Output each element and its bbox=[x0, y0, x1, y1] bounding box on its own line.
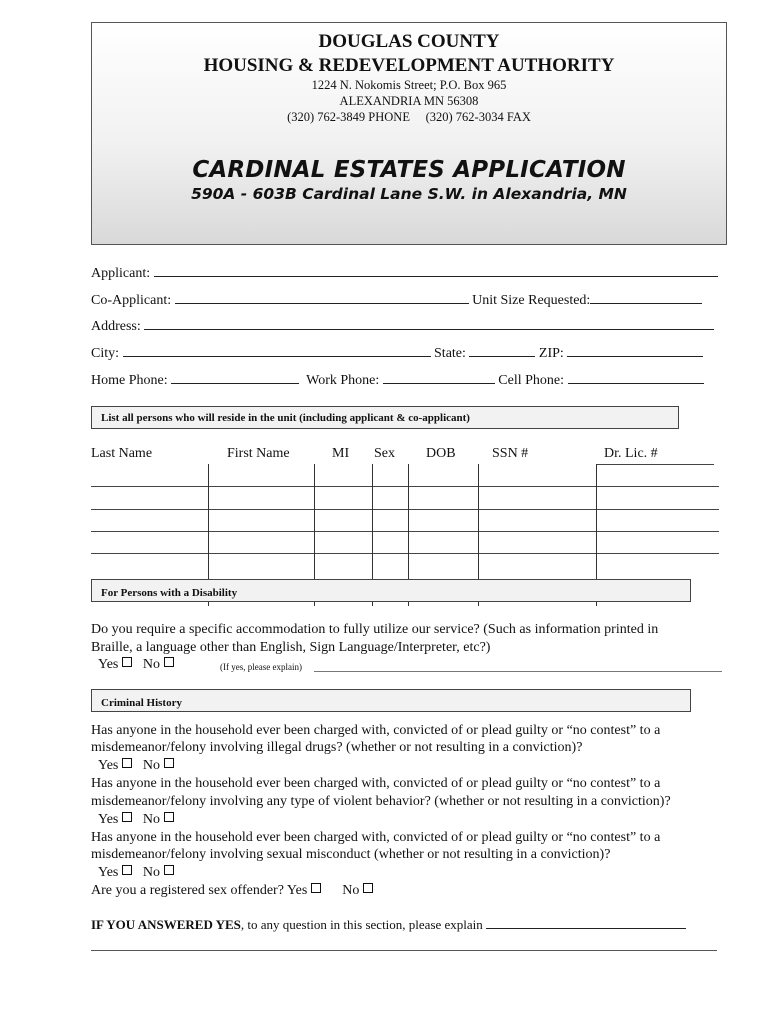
disability-yes-checkbox[interactable] bbox=[122, 657, 132, 667]
sex-offender-question: Are you a registered sex offender? bbox=[91, 883, 284, 898]
q4-yes-checkbox[interactable] bbox=[311, 883, 321, 893]
col-dob: DOB bbox=[426, 446, 456, 461]
household-section-label: List all persons who will reside in the unit (including applicant & co-applicant) bbox=[91, 406, 679, 429]
q3-no-checkbox[interactable] bbox=[164, 865, 174, 875]
disability-section-label: For Persons with a Disability bbox=[91, 579, 691, 602]
q1-yes-checkbox[interactable] bbox=[122, 758, 132, 768]
unit-size-input-line[interactable] bbox=[590, 291, 702, 304]
explain-input-line[interactable] bbox=[486, 918, 686, 929]
col-last-name: Last Name bbox=[91, 446, 153, 461]
criminal-q1-line1: Has anyone in the household ever been charged with, convicted of or plead guilty or “no contest” to a bbox=[91, 723, 661, 738]
criminal-q2-yes-no-row bbox=[98, 812, 174, 828]
home-phone-input-line[interactable] bbox=[171, 371, 299, 384]
criminal-q2-line1: Has anyone in the household ever been charged with, convicted of or plead guilty or “no contest” to a bbox=[91, 776, 661, 791]
col-drivers-license: Dr. Lic. # bbox=[604, 446, 658, 461]
disability-question-line2: Braille, a language other than English, Sign Language/Interpreter, etc?) bbox=[91, 640, 491, 655]
state-label: State: bbox=[434, 346, 466, 361]
address-row bbox=[91, 317, 714, 335]
address-line1: 1224 N. Nokomis Street; P.O. Box 965 bbox=[311, 78, 507, 92]
address-line2: ALEXANDRIA MN 56308 bbox=[339, 94, 479, 108]
q4-no-checkbox[interactable] bbox=[363, 883, 373, 893]
disability-explain-label: (If yes, please explain) bbox=[220, 662, 302, 672]
org-name-line2: HOUSING & REDEVELOPMENT AUTHORITY bbox=[203, 55, 615, 76]
col-ssn: SSN # bbox=[492, 446, 529, 461]
q1-no-label: No bbox=[142, 758, 160, 773]
city-row bbox=[91, 344, 703, 362]
zip-label: ZIP: bbox=[538, 346, 564, 361]
q2-no-label: No bbox=[142, 812, 160, 827]
address-input-line[interactable] bbox=[144, 317, 714, 330]
unit-size-label: Unit Size Requested: bbox=[472, 293, 591, 308]
table-row-line-4[interactable] bbox=[91, 553, 719, 554]
criminal-q3-yes-no-row bbox=[98, 865, 174, 881]
cell-phone-input-line[interactable] bbox=[568, 371, 704, 384]
table-row-line-3[interactable] bbox=[91, 531, 719, 532]
application-title: CARDINAL ESTATES APPLICATION bbox=[192, 157, 626, 183]
q1-no-checkbox[interactable] bbox=[164, 758, 174, 768]
sex-offender-row bbox=[91, 883, 373, 899]
explain-input-line-2[interactable] bbox=[91, 950, 717, 951]
table-row-line-1[interactable] bbox=[91, 486, 719, 487]
q4-yes-label: Yes bbox=[286, 883, 308, 898]
q2-no-checkbox[interactable] bbox=[164, 812, 174, 822]
q2-yes-label: Yes bbox=[98, 812, 119, 827]
explain-rest-text: , to any question in this section, please explain bbox=[240, 917, 483, 932]
explain-bold-text: IF YOU ANSWERED YES bbox=[91, 917, 241, 932]
applicant-row bbox=[91, 264, 718, 282]
disability-no-label: No bbox=[142, 657, 160, 672]
disability-yes-label: Yes bbox=[98, 657, 119, 672]
co-applicant-input-line[interactable] bbox=[175, 291, 469, 304]
work-phone-label: Work Phone: bbox=[306, 373, 380, 388]
disability-no-checkbox[interactable] bbox=[164, 657, 174, 667]
city-input-line[interactable] bbox=[123, 344, 431, 357]
phone-number: (320) 762-3849 PHONE bbox=[287, 110, 410, 124]
city-label: City: bbox=[91, 346, 120, 361]
home-phone-label: Home Phone: bbox=[91, 373, 168, 388]
applicant-input-line[interactable] bbox=[154, 264, 718, 277]
table-header-underline bbox=[596, 464, 714, 465]
phone-row bbox=[91, 371, 704, 389]
disability-yes-no-row bbox=[98, 657, 174, 673]
org-name-line1: DOUGLAS COUNTY bbox=[318, 31, 500, 52]
criminal-q3-line2: misdemeanor/felony involving sexual misconduct (whether or not resulting in a conviction)? bbox=[91, 847, 611, 862]
col-first-name: First Name bbox=[227, 446, 290, 461]
criminal-q1-yes-no-row bbox=[98, 758, 174, 774]
co-applicant-row bbox=[91, 291, 702, 309]
work-phone-input-line[interactable] bbox=[383, 371, 495, 384]
disability-explain-line[interactable] bbox=[314, 671, 722, 672]
zip-input-line[interactable] bbox=[567, 344, 703, 357]
q3-yes-label: Yes bbox=[98, 865, 119, 880]
fax-number: (320) 762-3034 FAX bbox=[425, 110, 531, 124]
explain-row bbox=[91, 917, 686, 933]
cell-phone-label: Cell Phone: bbox=[498, 373, 564, 388]
co-applicant-label: Co-Applicant: bbox=[91, 293, 172, 308]
col-mi: MI bbox=[332, 446, 350, 461]
address-label: Address: bbox=[91, 319, 141, 334]
q3-no-label: No bbox=[142, 865, 160, 880]
q3-yes-checkbox[interactable] bbox=[122, 865, 132, 875]
q2-yes-checkbox[interactable] bbox=[122, 812, 132, 822]
phone-fax-line bbox=[91, 110, 727, 125]
col-sex: Sex bbox=[374, 446, 395, 461]
table-row-line-2[interactable] bbox=[91, 509, 719, 510]
criminal-q2-line2: misdemeanor/felony involving any type of violent behavior? (whether or not resulting in a conviction)? bbox=[91, 794, 671, 809]
criminal-section-label: Criminal History bbox=[91, 689, 691, 712]
state-input-line[interactable] bbox=[469, 344, 535, 357]
q1-yes-label: Yes bbox=[98, 758, 119, 773]
criminal-q3-line1: Has anyone in the household ever been charged with, convicted of or plead guilty or “no contest” to a bbox=[91, 830, 661, 845]
criminal-q1-line2: misdemeanor/felony involving illegal drugs? (whether or not resulting in a conviction)? bbox=[91, 740, 583, 755]
disability-question-line1: Do you require a specific accommodation to fully utilize our service? (Such as information printed in bbox=[91, 622, 659, 637]
application-subtitle: 590A - 603B Cardinal Lane S.W. in Alexandria, MN bbox=[191, 185, 627, 203]
q4-no-label: No bbox=[342, 883, 360, 898]
applicant-label: Applicant: bbox=[91, 266, 151, 281]
